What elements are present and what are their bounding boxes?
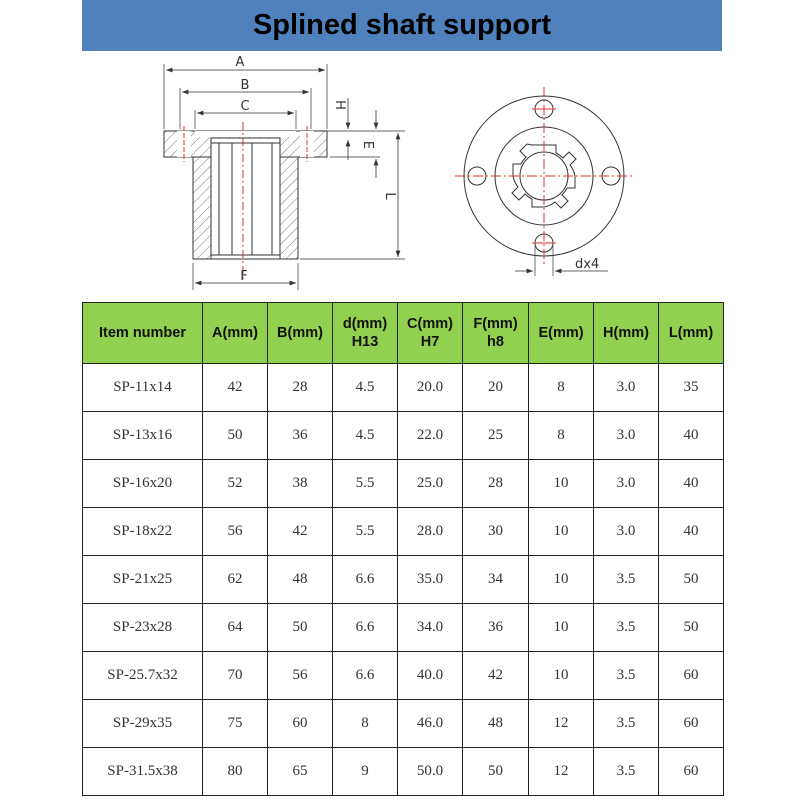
table-cell: 3.5: [594, 700, 659, 748]
table-cell: 42: [203, 364, 268, 412]
table-cell: 48: [268, 556, 333, 604]
column-header: [529, 303, 594, 364]
table-cell: 64: [203, 604, 268, 652]
spec-table: [82, 302, 724, 796]
dimension-label-a: A: [235, 55, 245, 70]
table-cell: 3.5: [594, 652, 659, 700]
dimension-label-d: dx4: [575, 257, 600, 272]
column-header-text: H13: [351, 334, 379, 350]
dimension-label-e: E: [360, 140, 375, 150]
column-header-text: F(mm): [473, 316, 518, 332]
table-cell: 60: [268, 700, 333, 748]
table-cell: 65: [268, 748, 333, 796]
table-cell: 28.0: [398, 508, 463, 556]
table-cell: 20: [463, 364, 529, 412]
table-cell: 10: [529, 508, 594, 556]
column-header-text: E(mm): [538, 325, 584, 341]
table-cell: 75: [203, 700, 268, 748]
table-cell: 40: [659, 508, 724, 556]
dimension-label-b: B: [240, 78, 250, 93]
table-cell: 34: [463, 556, 529, 604]
table-cell: 35.0: [398, 556, 463, 604]
table-cell: 6.6: [333, 652, 398, 700]
table-cell: 30: [463, 508, 529, 556]
table-cell: 50: [659, 556, 724, 604]
item-number-cell: SP-18x22: [83, 508, 203, 556]
table-cell: 40: [659, 412, 724, 460]
table-cell: 8: [529, 412, 594, 460]
table-cell: 3.5: [594, 604, 659, 652]
table-cell: 28: [268, 364, 333, 412]
table-row: [83, 652, 724, 700]
table-row: [83, 412, 724, 460]
table-cell: 3.0: [594, 364, 659, 412]
table-row: [83, 460, 724, 508]
table-cell: 3.0: [594, 460, 659, 508]
table-cell: 3.0: [594, 508, 659, 556]
table-cell: 56: [268, 652, 333, 700]
column-header: [594, 303, 659, 364]
table-row: [83, 604, 724, 652]
table-cell: 35: [659, 364, 724, 412]
table-cell: 10: [529, 604, 594, 652]
table-cell: 48: [463, 700, 529, 748]
table-cell: 46.0: [398, 700, 463, 748]
front-view: [455, 87, 633, 276]
table-cell: 52: [203, 460, 268, 508]
table-cell: 5.5: [333, 460, 398, 508]
column-header-text: L(mm): [668, 325, 714, 341]
column-header-text: d(mm): [342, 316, 388, 332]
table-cell: 56: [203, 508, 268, 556]
table-cell: 8: [529, 364, 594, 412]
column-header-text: H7: [420, 334, 440, 350]
column-header: [463, 303, 529, 364]
column-header: [83, 303, 203, 364]
table-cell: 6.6: [333, 556, 398, 604]
item-number-cell: SP-11x14: [83, 364, 203, 412]
column-header: [659, 303, 724, 364]
table-cell: 50: [463, 748, 529, 796]
table-cell: 8: [333, 700, 398, 748]
table-cell: 20.0: [398, 364, 463, 412]
item-number-cell: SP-23x28: [83, 604, 203, 652]
table-cell: 70: [203, 652, 268, 700]
table-cell: 25.0: [398, 460, 463, 508]
dimension-label-l: L: [382, 192, 397, 200]
page-title: Splined shaft support: [252, 9, 552, 41]
column-header: [268, 303, 333, 364]
table-cell: 38: [268, 460, 333, 508]
table-row: [83, 556, 724, 604]
dimension-label-h: H: [332, 100, 347, 110]
table-cell: 5.5: [333, 508, 398, 556]
table-cell: 62: [203, 556, 268, 604]
table-cell: 3.0: [594, 412, 659, 460]
table-cell: 25: [463, 412, 529, 460]
table-cell: 60: [659, 652, 724, 700]
technical-drawing: [0, 51, 800, 291]
column-header: [398, 303, 463, 364]
title-banner: [82, 0, 722, 51]
table-row: [83, 364, 724, 412]
table-cell: 50: [203, 412, 268, 460]
table-cell: 12: [529, 700, 594, 748]
table-cell: 10: [529, 652, 594, 700]
table-row: [83, 508, 724, 556]
table-cell: 4.5: [333, 364, 398, 412]
table-cell: 60: [659, 748, 724, 796]
table-cell: 28: [463, 460, 529, 508]
item-number-cell: SP-31.5x38: [83, 748, 203, 796]
table-cell: 40: [659, 460, 724, 508]
column-header-text: A(mm): [212, 325, 258, 341]
dimension-label-c: C: [240, 99, 250, 114]
table-cell: 6.6: [333, 604, 398, 652]
table-cell: 34.0: [398, 604, 463, 652]
item-number-cell: SP-29x35: [83, 700, 203, 748]
table-cell: 42: [463, 652, 529, 700]
column-header-text: C(mm): [407, 316, 453, 332]
item-number-cell: SP-25.7x32: [83, 652, 203, 700]
item-number-cell: SP-21x25: [83, 556, 203, 604]
table-cell: 4.5: [333, 412, 398, 460]
dimension-label-f: F: [240, 269, 248, 284]
table-cell: 50: [659, 604, 724, 652]
column-header: [333, 303, 398, 364]
table-cell: 50: [268, 604, 333, 652]
side-view: [164, 64, 405, 290]
table-header-row: [83, 303, 724, 364]
table-cell: 80: [203, 748, 268, 796]
table-row: [83, 748, 724, 796]
table-cell: 42: [268, 508, 333, 556]
table-cell: 36: [268, 412, 333, 460]
column-header-text: H(mm): [603, 325, 649, 341]
table-cell: 12: [529, 748, 594, 796]
table-cell: 3.5: [594, 748, 659, 796]
item-number-cell: SP-13x16: [83, 412, 203, 460]
table-row: [83, 700, 724, 748]
table-cell: 3.5: [594, 556, 659, 604]
table-cell: 50.0: [398, 748, 463, 796]
table-cell: 10: [529, 556, 594, 604]
column-header-text: Item number: [98, 325, 186, 341]
column-header: [203, 303, 268, 364]
item-number-cell: SP-16x20: [83, 460, 203, 508]
table-cell: 60: [659, 700, 724, 748]
table-cell: 9: [333, 748, 398, 796]
table-cell: 40.0: [398, 652, 463, 700]
table-cell: 10: [529, 460, 594, 508]
table-cell: 36: [463, 604, 529, 652]
table-cell: 22.0: [398, 412, 463, 460]
column-header-text: B(mm): [277, 325, 323, 341]
column-header-text: h8: [487, 334, 504, 350]
